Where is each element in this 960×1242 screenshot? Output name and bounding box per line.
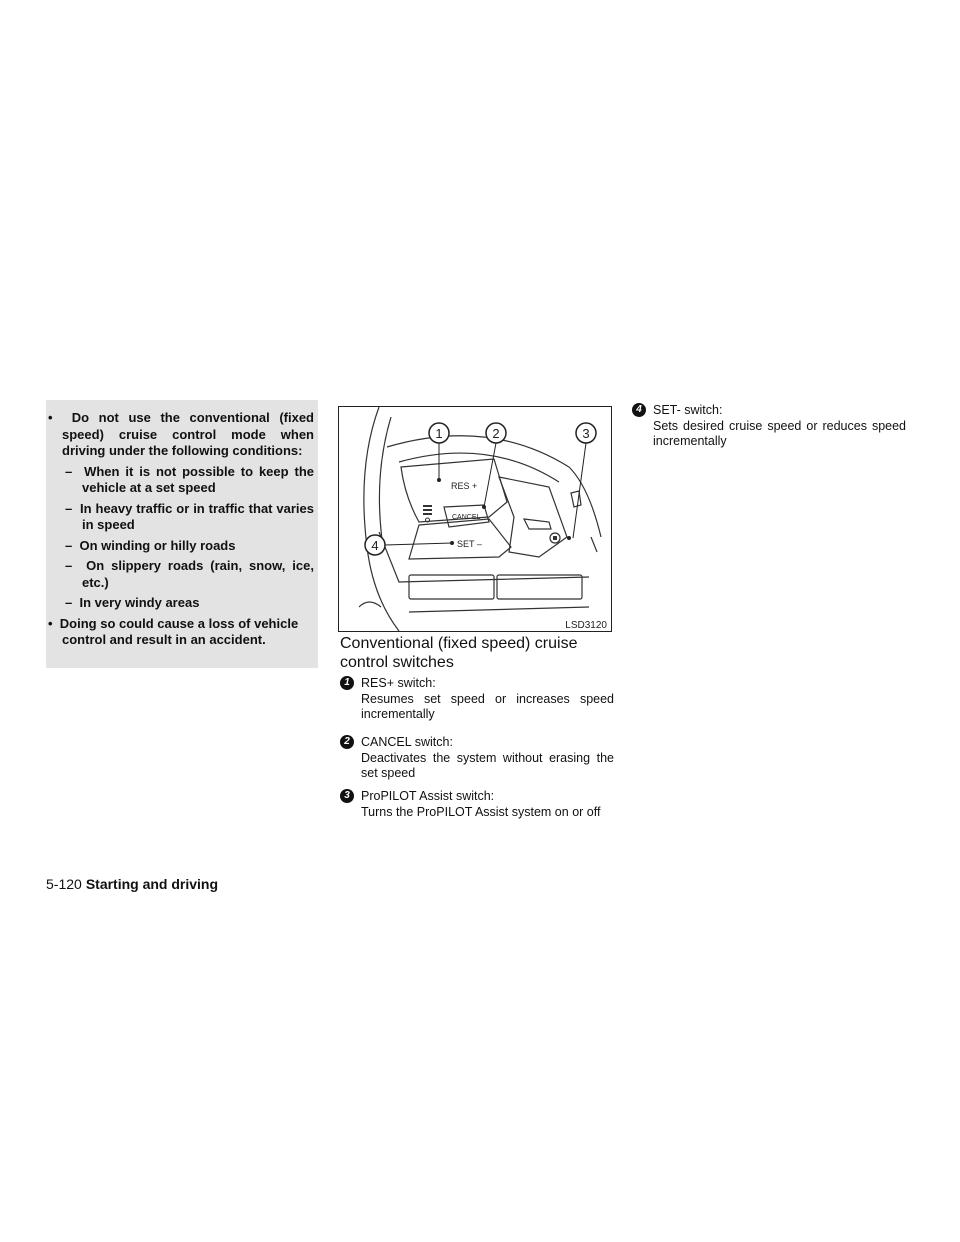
switch-name: CANCEL switch: bbox=[361, 735, 453, 749]
switch-item-cancel bbox=[340, 735, 614, 782]
res-button-label: RES + bbox=[451, 481, 478, 491]
page-number: 5-120 bbox=[46, 876, 82, 892]
section-heading: Conventional (fixed speed) cruise control switches bbox=[340, 635, 578, 671]
warning-bullet-2: • Doing so could cause a loss of vehicle control and result in an accident. bbox=[48, 615, 299, 647]
figure-code: LSD3120 bbox=[565, 620, 607, 631]
switch-name: SET- switch: bbox=[653, 403, 723, 417]
callout-1: 1 bbox=[435, 426, 443, 441]
switch-description: Sets desired cruise speed or reduces speed incrementally bbox=[653, 418, 906, 448]
switch-description: Turns the ProPILOT Assist system on or off bbox=[361, 804, 601, 819]
item-number-badge: 1 bbox=[340, 676, 354, 690]
callout-3: 3 bbox=[582, 426, 590, 441]
footer-section-title: Starting and driving bbox=[85, 876, 219, 892]
callout-2: 2 bbox=[492, 426, 500, 441]
condition-item: – In heavy traffic or in traffic that varies in speed bbox=[65, 500, 314, 532]
switch-name: ProPILOT Assist switch: bbox=[361, 789, 495, 803]
condition-item: – In very windy areas bbox=[65, 595, 200, 610]
callout-4: 4 bbox=[371, 538, 379, 553]
warning-bullet-1: • Do not use the conventional (fixed speed) cruise control mode when driving under the following conditions: bbox=[48, 410, 314, 458]
cruise-icon bbox=[423, 505, 432, 522]
condition-item: – When it is not possible to keep the vehicle at a set speed bbox=[65, 463, 314, 495]
switch-item-res bbox=[340, 676, 614, 723]
propilot-icon bbox=[550, 533, 560, 543]
switch-item-set bbox=[632, 403, 906, 450]
set-button-label: SET – bbox=[457, 539, 482, 549]
switch-description: Resumes set speed or increases speed incrementally bbox=[361, 691, 614, 721]
switch-description: Deactivates the system without erasing the set speed bbox=[361, 750, 614, 780]
condition-item: – On slippery roads (rain, snow, ice, etc.) bbox=[65, 558, 314, 590]
item-number-badge: 4 bbox=[632, 403, 646, 417]
page-footer bbox=[46, 876, 218, 892]
cancel-button-label: CANCEL bbox=[452, 514, 481, 521]
cruise-switch-illustration bbox=[338, 406, 612, 632]
switch-item-propilot bbox=[340, 789, 614, 820]
item-number-badge: 3 bbox=[340, 789, 354, 803]
item-number-badge: 2 bbox=[340, 735, 354, 749]
steering-wheel-switch-drawing bbox=[339, 407, 611, 631]
switch-name: RES+ switch: bbox=[361, 676, 436, 690]
warning-box bbox=[46, 400, 318, 668]
condition-item: – On winding or hilly roads bbox=[65, 537, 236, 553]
